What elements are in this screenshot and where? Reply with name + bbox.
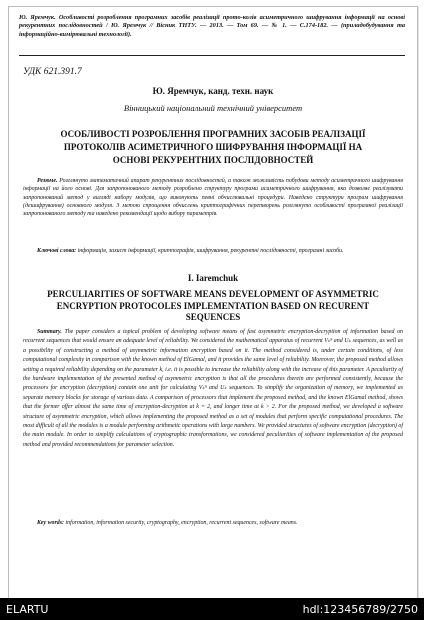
handle-identifier[interactable]: hdl:123456789/2750 xyxy=(302,603,418,616)
summary-english xyxy=(23,328,403,450)
citation-header: Ю. Яремчук. Особливості розроблення програмних засобів реалізації прото-колів асиметричного шифрування інформації на основі рекурентних послідовностей / Ю. Яремчук // Вісник ТНТУ. — 2013. — Том 69. — № 1. — С.174-182. — (приладобудування та інформаційно-вимірювальні технології). xyxy=(19,14,405,38)
keywords-english-label: Key words: xyxy=(37,520,64,526)
keywords-english xyxy=(23,519,403,527)
header-divider xyxy=(19,55,405,56)
keywords-english-text: information, information security, cryptography, encryption, recurrent sequences, software means. xyxy=(65,520,298,526)
repository-label: ELARTU xyxy=(6,603,49,616)
author-ukrainian: Ю. Яремчук, канд. техн. наук xyxy=(152,86,274,96)
author-english: I. Iaremchuk xyxy=(187,273,239,283)
abstract-ukrainian-text: Розглянуто математичний апарат рекурентних послідовностей, а також можливість побудови методу асиметричного шифрування інформації на його основі. Для запропонованого методу розроблено структуру програми асиметричного шифрування, яка дозволяє реалізувати запропонований метод у вигляді набору модулів, що виконують певні обчислювальні процедури. Наведено структури програм шифрування (дешифрування) основного модуля. З метою спрощення обчислень криптографічних перетворень розглянуто особливості програмної реалізації запропонованого методу та наведено рекомендації щодо вибору параметрів. xyxy=(23,178,403,217)
affiliation: Вінницький національний технічний університет xyxy=(123,103,303,113)
title-english: PERCULIARITIES OF SOFTWARE MEANS DEVELOPMENT OF ASYMMETRIC ENCRYPTION PROTOCOLES IMPLEMENTATION BASED ON RECURENT SEQUENCES xyxy=(47,289,379,323)
abstract-ukrainian xyxy=(23,177,403,218)
abstract-ukrainian-label: Резюме. xyxy=(37,178,58,184)
document-page xyxy=(8,6,418,600)
udc-code: УДК 621.391.7 xyxy=(23,67,82,77)
keywords-ukrainian xyxy=(23,247,403,255)
keywords-ukrainian-label: Ключові слова: xyxy=(37,248,77,254)
summary-text: The paper considers a topical problem of developing software means of fast asymmetric encryption-decryption of information based on recurrent sequences that would ensure an adequate level of reliability. We considered the mathematical apparatus of recurrent Vₖⁿ and Uₖ sequences, as well as a possibility of constructing a method of asymmetric information encryption based on it. The method considered is, under certain conditions, of less computational complexity in comparison with the known method of ElGamal, and it provides the same level of reliability. Moreover, the proposed method allows setting a required reliability depending on the parameter k, i.e. it is possible to increase the reliability along with the increase of this parameter. A peculiarity of the hardware implementation of the presented method of asymmetric encryption is that all the procedures therein are performed consistently, because the processors for encryption (decryption) contain one unit for calculating Vₖⁿ and Uₖ sequences. To simplify the organization of memory, we implemented as separate memory blocks for storage of various data. A comparison of processors that implement the proposed method, and the known ElGamal method, shows that the former offer almost the same time of encryption-decryption at k = 2, and longer time at k > 2. For the proposed method, we developed a software structure of asymmetric encryption, which allows implementing the proposed method as a set of modules that perform specific computational procedures. The most difficult of all the modules is a module performing arithmetic operations with large numbers. We provided structures of software encryption (decryption) of the main module. In order to simplify calculations of cryptographic transformations, we considered peculiarities of software implementation of the proposed method and provided recommendations for parameter selection. xyxy=(23,329,403,448)
viewer-footer-bar xyxy=(0,598,424,620)
keywords-ukrainian-text: інформація, захист інформації, криптографія, шифрування, рекурентні послідовності, програмні засоби. xyxy=(77,248,344,254)
summary-label: Summary. xyxy=(37,329,62,335)
title-ukrainian: ОСОБЛИВОСТІ РОЗРОБЛЕННЯ ПРОГРАМНИХ ЗАСОБІВ РЕАЛІЗАЦІЇ ПРОТОКОЛІВ АСИМЕТРИЧНОГО ШИФРУВАННЯ ІНФОРМАЦІЇ НА ОСНОВІ РЕКУРЕНТНИХ ПОСЛІДОВНОСТЕЙ xyxy=(60,129,366,165)
